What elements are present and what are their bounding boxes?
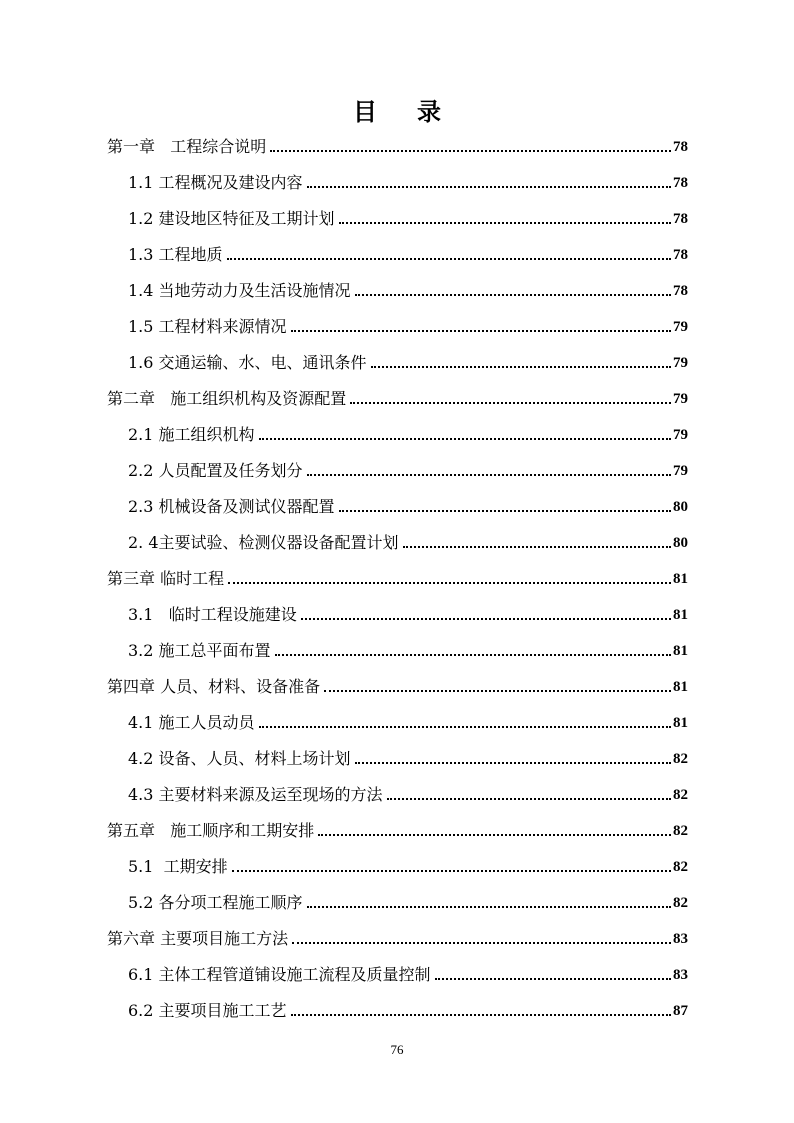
toc-entry-page: 81 <box>673 715 688 731</box>
toc-entry-label: 2.1 施工组织机构 <box>128 425 255 444</box>
toc-entry[interactable] <box>128 599 688 625</box>
toc-entry-page: 82 <box>673 751 688 767</box>
toc-entry-page: 83 <box>673 967 688 983</box>
dot-leader <box>292 942 671 944</box>
dot-leader <box>301 618 671 620</box>
toc-entry-label: 6.1 主体工程管道铺设施工流程及质量控制 <box>128 965 431 984</box>
toc-entry[interactable] <box>128 275 688 301</box>
dot-leader <box>270 150 671 152</box>
toc-entry[interactable] <box>107 815 688 841</box>
toc-entry-page: 78 <box>673 283 688 299</box>
toc-entry[interactable] <box>128 239 688 265</box>
dot-leader <box>291 1014 671 1016</box>
toc-entry[interactable] <box>107 671 688 697</box>
toc-entry-label: 3.2 施工总平面布置 <box>128 641 271 660</box>
toc-entry-page: 82 <box>673 895 688 911</box>
dot-leader <box>259 438 671 440</box>
toc-entry-label: 1.2 建设地区特征及工期计划 <box>128 209 335 228</box>
toc-entry-label: 5.1 工期安排 <box>128 857 228 876</box>
dot-leader <box>350 402 671 404</box>
toc-entry-page: 83 <box>673 931 688 947</box>
page-number: 76 <box>390 1042 404 1057</box>
dot-leader <box>339 510 671 512</box>
dot-leader <box>355 294 671 296</box>
dot-leader <box>307 186 671 188</box>
dot-leader <box>307 906 671 908</box>
toc-entry-label: 2.3 机械设备及测试仪器配置 <box>128 497 335 516</box>
toc-entry-label: 4.2 设备、人员、材料上场计划 <box>128 749 351 768</box>
dot-leader <box>403 546 671 548</box>
dot-leader <box>318 834 671 836</box>
toc-entry-page: 82 <box>673 823 688 839</box>
toc-entry[interactable] <box>128 347 688 373</box>
toc-entry[interactable] <box>107 563 688 589</box>
toc-entry[interactable] <box>128 707 688 733</box>
toc-entry-page: 78 <box>673 175 688 191</box>
toc-entry-label: 第二章 施工组织机构及资源配置 <box>107 389 347 408</box>
toc-entry-label: 第五章 施工顺序和工期安排 <box>107 821 315 840</box>
dot-leader <box>232 870 671 872</box>
toc-entry-page: 81 <box>673 607 688 623</box>
toc-entry[interactable] <box>107 383 688 409</box>
toc-entry-page: 81 <box>673 643 688 659</box>
toc-entry-page: 79 <box>673 319 688 335</box>
toc-entry-page: 80 <box>673 535 688 551</box>
toc-entry[interactable] <box>128 995 688 1021</box>
toc-entry-label: 1.6 交通运输、水、电、通讯条件 <box>128 353 367 372</box>
toc-entry[interactable] <box>128 959 688 985</box>
toc-entry-label: 5.2 各分项工程施工顺序 <box>128 893 303 912</box>
toc-entry[interactable] <box>107 131 688 157</box>
toc-entry[interactable] <box>128 455 688 481</box>
toc-entry-label: 2. 4主要试验、检测仪器设备配置计划 <box>128 533 399 552</box>
dot-leader <box>355 762 671 764</box>
toc-entry-page: 79 <box>673 463 688 479</box>
dot-leader <box>339 222 671 224</box>
dot-leader <box>227 258 671 260</box>
toc-entry[interactable] <box>128 203 688 229</box>
toc-entry[interactable] <box>107 923 688 949</box>
toc-entry[interactable] <box>128 419 688 445</box>
toc-entry-label: 第四章 人员、材料、设备准备 <box>107 677 321 696</box>
dot-leader <box>228 582 671 584</box>
toc-entry[interactable] <box>128 851 688 877</box>
toc-entry-label: 1.5 工程材料来源情况 <box>128 317 287 336</box>
dot-leader <box>291 330 671 332</box>
toc-entry-label: 4.1 施工人员动员 <box>128 713 255 732</box>
dot-leader <box>435 978 671 980</box>
toc-entry-label: 1.3 工程地质 <box>128 245 223 264</box>
toc-title: 目录 <box>353 97 481 126</box>
toc-entry[interactable] <box>128 779 688 805</box>
dot-leader <box>324 690 671 692</box>
toc-entry-label: 第三章 临时工程 <box>107 569 225 588</box>
toc-entry[interactable] <box>128 167 688 193</box>
toc-entry-label: 1.4 当地劳动力及生活设施情况 <box>128 281 351 300</box>
toc-entry-page: 82 <box>673 787 688 803</box>
toc-entry-page: 78 <box>673 139 688 155</box>
toc-entry[interactable] <box>128 635 688 661</box>
toc-entry[interactable] <box>128 311 688 337</box>
toc-entry-page: 79 <box>673 427 688 443</box>
toc-entry-label: 第一章 工程综合说明 <box>107 137 267 156</box>
toc-entry-label: 1.1 工程概况及建设内容 <box>128 173 303 192</box>
toc-entry[interactable] <box>128 527 688 553</box>
toc-entry-label: 3.1 临时工程设施建设 <box>128 605 297 624</box>
toc-entry[interactable] <box>128 491 688 517</box>
toc-entry-page: 79 <box>673 391 688 407</box>
toc-entry-label: 第六章 主要项目施工方法 <box>107 929 289 948</box>
toc-entry-page: 79 <box>673 355 688 371</box>
toc-entry-page: 78 <box>673 211 688 227</box>
dot-leader <box>275 654 671 656</box>
toc-entry-label: 6.2 主要项目施工工艺 <box>128 1001 287 1020</box>
toc-entry[interactable] <box>128 743 688 769</box>
toc-entry-page: 87 <box>673 1003 688 1019</box>
toc-entry-label: 2.2 人员配置及任务划分 <box>128 461 303 480</box>
dot-leader <box>387 798 671 800</box>
toc-entry-page: 81 <box>673 571 688 587</box>
dot-leader <box>259 726 671 728</box>
toc-entry-label: 4.3 主要材料来源及运至现场的方法 <box>128 785 383 804</box>
toc-entry-page: 80 <box>673 499 688 515</box>
toc-entry-page: 82 <box>673 859 688 875</box>
toc-entry[interactable] <box>128 887 688 913</box>
dot-leader <box>371 366 671 368</box>
toc-entry-page: 81 <box>673 679 688 695</box>
dot-leader <box>307 474 671 476</box>
toc-entry-page: 78 <box>673 247 688 263</box>
